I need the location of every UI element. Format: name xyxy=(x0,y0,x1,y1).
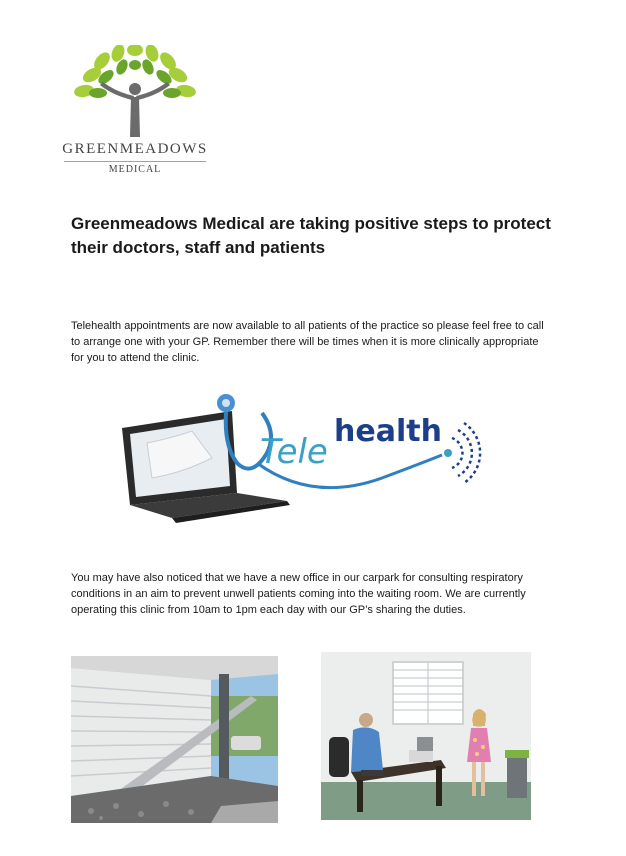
carpark-office-photo xyxy=(71,656,278,823)
respiratory-clinic-paragraph: You may have also noticed that we have a new office in our carpark for consulting respiratory conditions in an aim to prevent unwell patients coming into the waiting room. We are currently operating this clinic from 10am to 1pm each day with our GP’s sharing the duties. xyxy=(71,572,526,616)
tree-icon xyxy=(72,45,198,139)
greenmeadows-logo xyxy=(60,45,210,180)
telehealth-health-word: health xyxy=(334,414,442,449)
logo-divider xyxy=(64,161,206,162)
telehealth-illustration xyxy=(112,383,492,528)
logo-name: GREENMEADOWS xyxy=(62,141,208,157)
telehealth-tele-word: Tele xyxy=(260,432,328,472)
page-heading: Greenmeadows Medical are taking positive steps to protect their doctors, staff and patients xyxy=(71,214,551,257)
telehealth-paragraph: Telehealth appointments are now available to all patients of the practice so please feel free to call to arrange one with your GP. Remember there will be times when it is more clinically appropriate for you to attend the clinic. xyxy=(71,320,544,364)
consulting-room-photo xyxy=(321,652,531,820)
logo-subtitle: MEDICAL xyxy=(108,164,162,175)
